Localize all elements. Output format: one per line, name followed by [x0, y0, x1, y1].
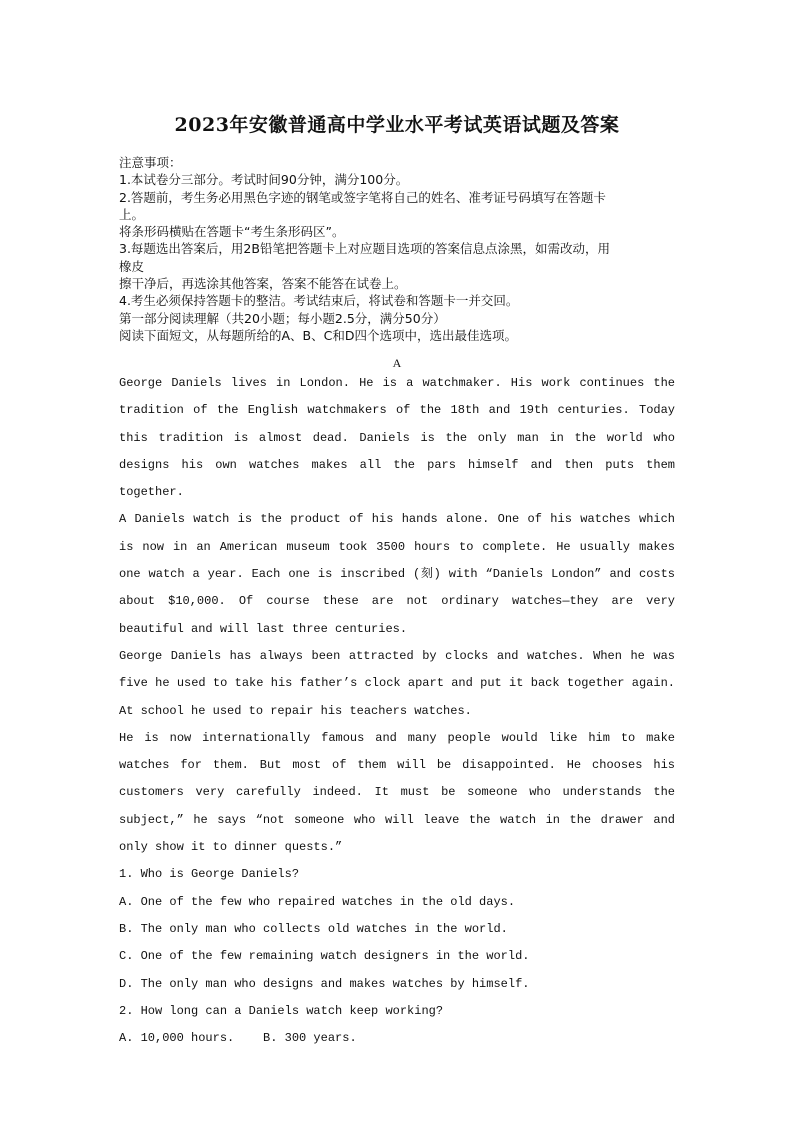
answer-option: B. The only man who collects old watches in the world.	[119, 921, 508, 936]
exam-notes	[119, 154, 679, 344]
document-title: 2023年安徽普通高中学业水平考试英语试题及答案	[174, 114, 620, 136]
note-line: 上。	[119, 206, 145, 222]
answer-option: A. 10,000 hours. B. 300 years.	[119, 1031, 357, 1046]
passage-paragraph: George Daniels lives in London. He is a watchmaker. His work continues the tradition of the English watchmakers of the 18th and 19th centuries. Today this tradition is almost dead. Daniels is the only man in the world who designs his own watches makes all the pars himself and then puts them together.	[119, 376, 675, 500]
note-line: 3.每题选出答案后，用2B铅笔把答题卡上对应题目选项的答案信息点涂黑，如需改动，用	[119, 241, 610, 257]
question-stem: 1. Who is George Daniels?	[119, 867, 300, 882]
reading-passage	[119, 370, 675, 1052]
instructions: 阅读下面短文，从每题所给的A、B、C和D四个选项中，选出最佳选项。	[119, 327, 517, 343]
part-heading: 第一部分阅读理解（共20小题；每小题2.5分，满分50分）	[119, 310, 446, 326]
note-line: 1.本试卷分三部分。考试时间90分钟，满分100分。	[119, 172, 409, 188]
note-line: 2.答题前，考生务必用黑色字迹的钢笔或签字笔将自己的姓名、准考证号码填写在答题卡	[119, 189, 606, 205]
notes-heading: 注意事项：	[119, 155, 182, 170]
section-label: A	[392, 356, 402, 370]
note-line: 4.考生必须保持答题卡的整洁。考试结束后，将试卷和答题卡一并交回。	[119, 293, 519, 309]
answer-option: C. One of the few remaining watch designers in the world.	[119, 949, 530, 964]
answer-option: D. The only man who designs and makes watches by himself.	[119, 976, 530, 991]
note-line: 橡皮	[119, 258, 145, 274]
note-line: 擦干净后，再选涂其他答案，答案不能答在试卷上。	[119, 276, 407, 292]
passage-paragraph: George Daniels has always been attracted by clocks and watches. When he was five he used to take his father’s clock apart and put it back together again. At school he used to repair his teachers watches.	[119, 648, 675, 718]
question-stem: 2. How long can a Daniels watch keep working?	[119, 1003, 444, 1018]
passage-paragraph: He is now internationally famous and many people would like him to make watches for them. But most of them will be disappointed. He chooses his customers very carefully indeed. It must be someone who understands the subject,” he says “not someone who will leave the watch in the drawer and only show it to dinner quests.”	[119, 730, 675, 855]
answer-option: A. One of the few who repaired watches in the old days.	[119, 894, 516, 909]
passage-paragraph: A Daniels watch is the product of his hands alone. One of his watches which is now in an American museum took 3500 hours to complete. He usually makes one watch a year. Each one is inscribed (刻) with “Daniels London” and costs about $10,000. Of course these are not ordinary watches—they are very beautiful and will last three centuries.	[119, 512, 675, 636]
note-line: 将条形码横贴在答题卡“考生条形码区”。	[119, 224, 345, 240]
